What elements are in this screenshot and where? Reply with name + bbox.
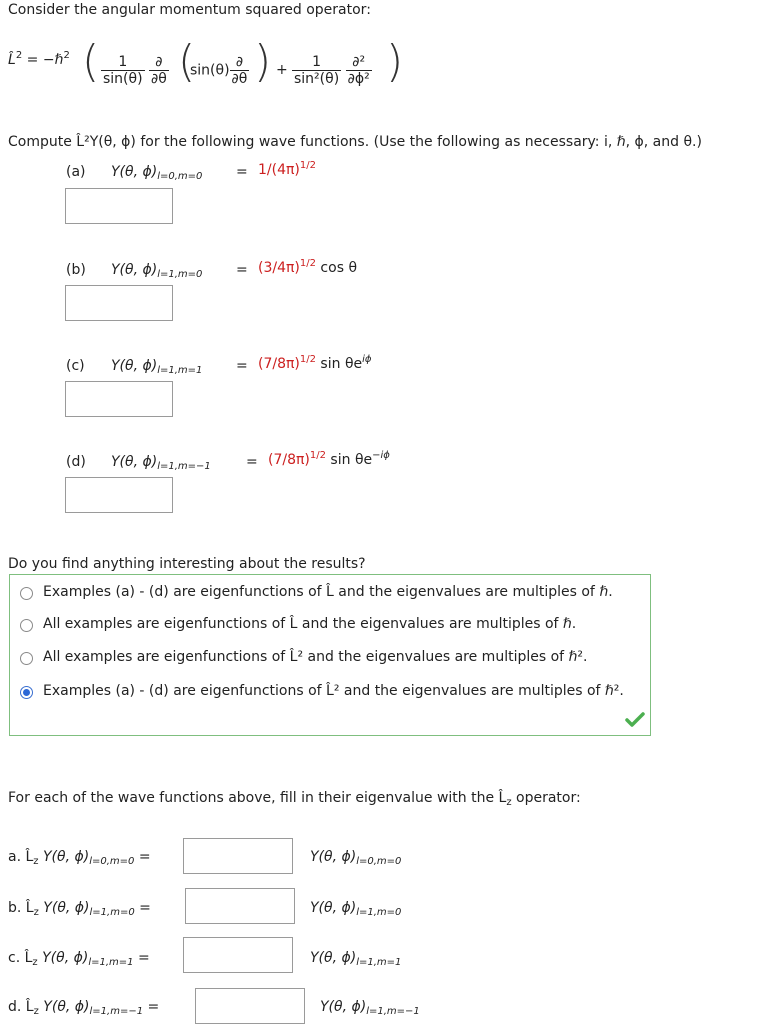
lz-a-op-sub: z: [33, 856, 39, 867]
lz-c-sub: l=1,m=1: [88, 957, 134, 968]
lz-a-func: Y(θ, ϕ): [38, 849, 90, 865]
part-b-func: [111, 262, 202, 278]
minus-hbar: = −ℏ: [26, 52, 64, 68]
lz-d-func: Y(θ, ϕ): [38, 999, 90, 1015]
part-b-label: (b): [66, 262, 86, 278]
lz-d-eq: =: [147, 999, 160, 1015]
lz-input-a[interactable]: [183, 838, 293, 874]
sin-partial: [190, 54, 249, 87]
lz-d-sub: l=1,m=−1: [89, 1006, 144, 1017]
lz-c-op: L̂: [24, 950, 33, 966]
partial-den: ∂θ: [151, 71, 167, 87]
partial-num: ∂: [155, 54, 163, 70]
part-c-label: (c): [66, 358, 85, 374]
lz-d-right: [320, 999, 420, 1015]
open-paren-outer: (: [82, 36, 100, 87]
intro-text: Consider the angular momentum squared operator:: [8, 2, 371, 18]
lz-instruction: [8, 790, 581, 806]
lz-instruction-sub: z: [506, 797, 512, 808]
lz-input-b[interactable]: [185, 888, 295, 924]
part-c-value-exp: 1/2: [299, 354, 316, 365]
lz-b-func: Y(θ, ϕ): [38, 900, 90, 916]
lz-row-a: [8, 849, 151, 865]
lz-row-d: [8, 999, 159, 1015]
choice-radio-4-selected[interactable]: [20, 686, 33, 699]
lz-row-c: [8, 950, 150, 966]
choice-radio-2[interactable]: [20, 619, 33, 632]
part-d-label: (d): [66, 454, 86, 470]
choice-text-3[interactable]: All examples are eigenfunctions of L̂² and the eigenvalues are multiples of ℏ².: [43, 649, 588, 665]
part-b-tail: cos θ: [315, 260, 358, 276]
partial-num-2: ∂: [235, 54, 244, 70]
part-b-eq: =: [236, 262, 248, 278]
lz-d-right-y: Y(θ, ϕ): [320, 999, 367, 1015]
lz-instruction-text: For each of the wave functions above, fill in their eigenvalue with the L̂: [8, 790, 507, 806]
open-paren-inner: (: [178, 36, 196, 87]
frac3-num: 1: [312, 54, 322, 70]
lz-a-right-sub: l=0,m=0: [356, 856, 402, 867]
part-d-y: Y(θ, ϕ): [111, 454, 158, 470]
correct-check-icon: [625, 712, 645, 728]
frac3-den: sin²(θ): [294, 71, 340, 87]
lz-input-d[interactable]: [195, 988, 305, 1024]
lz-b-eq: =: [139, 900, 151, 916]
lz-a-sub: l=0,m=0: [89, 856, 135, 867]
partial-den-2: ∂θ: [231, 71, 248, 87]
close-paren-inner: ): [254, 36, 272, 87]
hbar-exp: 2: [63, 50, 70, 61]
part-d-tail: sin θe: [325, 452, 373, 468]
part-d-value: [268, 452, 390, 468]
answer-input-a[interactable]: [65, 188, 173, 224]
part-d-value-main: (7/8π): [268, 452, 310, 468]
frac1-den: sin(θ): [103, 71, 143, 87]
lz-b-op-sub: z: [33, 907, 39, 918]
lz-c-eq: =: [137, 950, 150, 966]
part-c-y: Y(θ, ϕ): [111, 358, 158, 374]
part-c-func: [111, 358, 202, 374]
lz-b-right: [310, 900, 401, 916]
part-d-tail-exp: −iϕ: [372, 450, 390, 461]
lz-b-label: b.: [8, 900, 22, 916]
l-hat-exp: 2: [15, 50, 23, 61]
lz-c-right-sub: l=1,m=1: [356, 957, 402, 968]
part-b-value-main: (3/4π): [258, 260, 300, 276]
lz-b-sub: l=1,m=0: [89, 907, 135, 918]
partial2-den: ∂ϕ²: [347, 71, 370, 87]
operator-equation: [8, 52, 70, 68]
lz-d-label: d.: [8, 999, 22, 1015]
part-b-y: Y(θ, ϕ): [111, 262, 158, 278]
part-c-value: [258, 356, 372, 372]
part-a-value-main: 1/(4π): [258, 162, 300, 178]
choice-text-1[interactable]: Examples (a) - (d) are eigenfunctions of L̂ and the eigenvalues are multiples of ℏ.: [43, 584, 613, 600]
part-c-value-main: (7/8π): [258, 356, 300, 372]
partial2-num: ∂²: [352, 54, 366, 70]
lz-c-right-y: Y(θ, ϕ): [310, 950, 357, 966]
choice-radio-1[interactable]: [20, 587, 33, 600]
lz-instruction-tail: operator:: [511, 790, 581, 806]
lz-a-right: [310, 849, 401, 865]
lz-b-op: L̂: [25, 900, 34, 916]
question-text: Do you find anything interesting about the results?: [8, 556, 366, 572]
part-b-value: [258, 260, 357, 276]
part-a-eq: =: [236, 164, 248, 180]
lz-c-op-sub: z: [32, 957, 38, 968]
part-c-tail-exp: iϕ: [362, 354, 372, 365]
choice-radio-3[interactable]: [20, 652, 33, 665]
answer-input-b[interactable]: [65, 285, 173, 321]
part-a-y: Y(θ, ϕ): [111, 164, 158, 180]
part-b-sub: l=1,m=0: [157, 269, 203, 280]
part-a-sub: l=0,m=0: [157, 171, 203, 182]
part-d-func: [111, 454, 211, 470]
lz-b-right-y: Y(θ, ϕ): [310, 900, 357, 916]
part-a-value: [258, 162, 316, 178]
part-d-value-exp: 1/2: [309, 450, 326, 461]
lz-a-op: L̂: [25, 849, 34, 865]
close-paren-outer: ): [386, 36, 404, 87]
part-c-eq: =: [236, 358, 248, 374]
part-a-func: [111, 164, 202, 180]
lz-input-c[interactable]: [183, 937, 293, 973]
part-c-sub: l=1,m=1: [157, 365, 203, 376]
lz-d-op-sub: z: [33, 1006, 39, 1017]
sin-theta: sin(θ): [190, 62, 230, 79]
lz-a-eq: =: [138, 849, 151, 865]
l-hat: L̂: [8, 52, 16, 68]
lz-d-op: L̂: [25, 999, 34, 1015]
part-d-sub: l=1,m=−1: [157, 461, 211, 472]
lz-d-right-sub: l=1,m=−1: [366, 1006, 420, 1017]
lz-a-label: a.: [8, 849, 22, 865]
part-a-label: (a): [66, 164, 86, 180]
part-a-value-exp: 1/2: [299, 160, 316, 171]
frac1-num: 1: [118, 54, 128, 70]
choice-text-2[interactable]: All examples are eigenfunctions of L̂ and the eigenvalues are multiples of ℏ.: [43, 616, 577, 632]
answer-input-d[interactable]: [65, 477, 173, 513]
compute-instruction: Compute L̂²Y(θ, ϕ) for the following wave functions. (Use the following as necessary: i, ℏ, ϕ, and θ.): [8, 134, 702, 150]
lz-a-right-y: Y(θ, ϕ): [310, 849, 357, 865]
answer-input-c[interactable]: [65, 381, 173, 417]
frac-1-over-sin: [101, 54, 169, 87]
choice-text-4[interactable]: Examples (a) - (d) are eigenfunctions of L̂² and the eigenvalues are multiples of ℏ².: [43, 683, 624, 699]
lz-b-right-sub: l=1,m=0: [356, 907, 402, 918]
part-d-eq: =: [246, 454, 258, 470]
lz-c-func: Y(θ, ϕ): [37, 950, 89, 966]
part-b-value-exp: 1/2: [299, 258, 316, 269]
part-c-tail: sin θe: [315, 356, 363, 372]
lz-row-b: [8, 900, 151, 916]
lz-c-label: c.: [8, 950, 21, 966]
plus-sign: +: [276, 62, 288, 78]
frac-1-over-sin2: [292, 54, 372, 87]
lz-c-right: [310, 950, 401, 966]
